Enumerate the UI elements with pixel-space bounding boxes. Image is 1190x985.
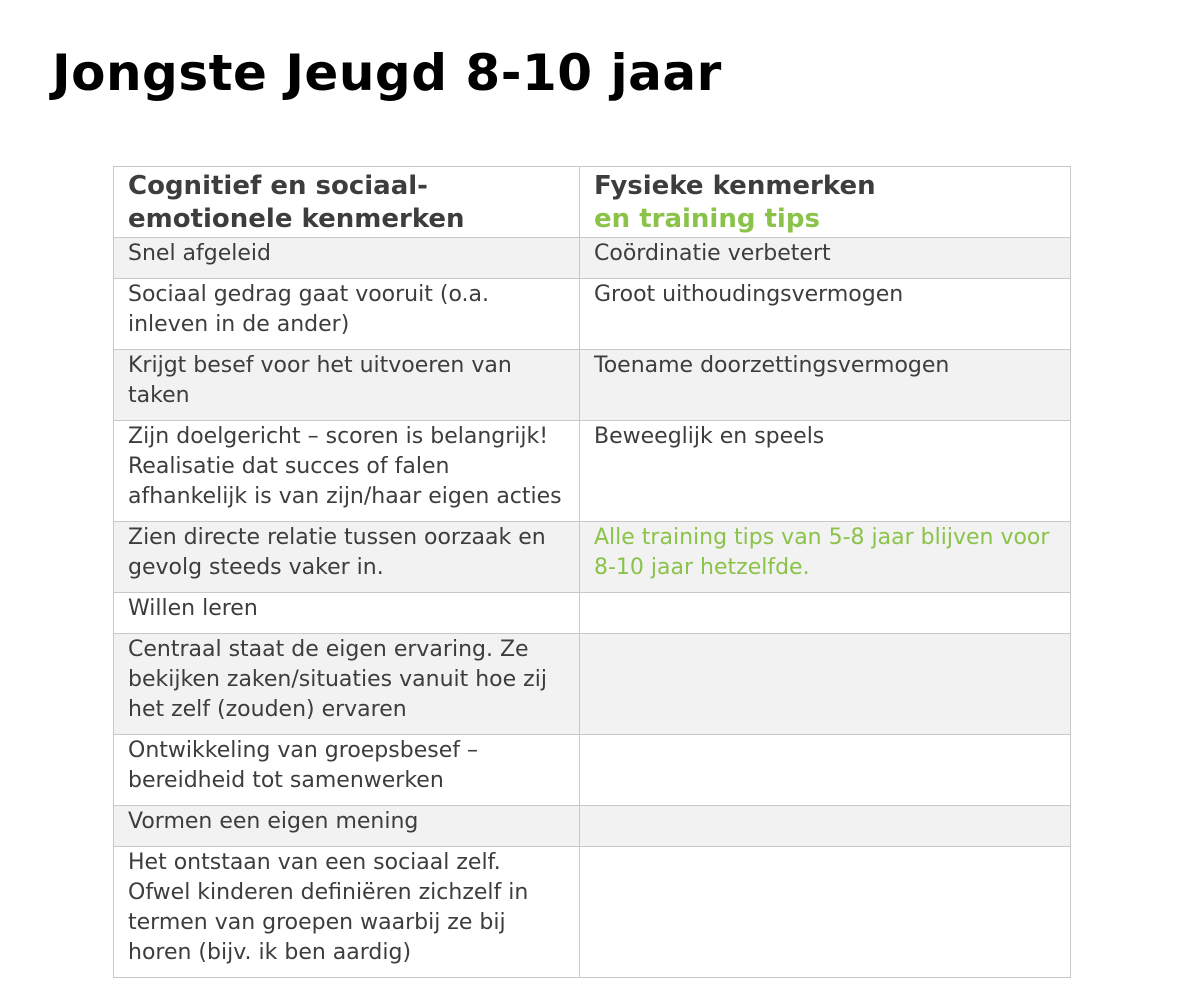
table-body xyxy=(114,238,1071,978)
physical-cell: Groot uithoudingsvermogen xyxy=(580,279,1071,350)
table-row xyxy=(114,350,1071,421)
cognitive-cell: Het ontstaan van een sociaal zelf. Ofwel kinderen definiëren zichzelf in termen van groepen waarbij ze bij horen (bijv. ik ben aardig) xyxy=(114,847,580,978)
physical-cell xyxy=(580,593,1071,634)
physical-cell: Beweeglijk en speels xyxy=(580,421,1071,522)
cognitive-cell: Zijn doelgericht – scoren is belangrijk! Realisatie dat succes of falen afhankelijk is van zijn/haar eigen acties xyxy=(114,421,580,522)
characteristics-table xyxy=(113,166,1071,978)
cognitive-cell: Snel afgeleid xyxy=(114,238,580,279)
header-physical xyxy=(580,167,1071,238)
cognitive-cell: Sociaal gedrag gaat vooruit (o.a. inleven in de ander) xyxy=(114,279,580,350)
header-training-tips: en training tips xyxy=(594,204,820,234)
cognitive-cell: Ontwikkeling van groepsbesef – bereidheid tot samenwerken xyxy=(114,735,580,806)
table-row xyxy=(114,593,1071,634)
table-row xyxy=(114,806,1071,847)
header-cognitive-line1: Cognitief en sociaal- xyxy=(128,171,428,201)
header-cognitive-line2: emotionele kenmerken xyxy=(128,204,465,234)
cognitive-cell: Vormen een eigen mening xyxy=(114,806,580,847)
cognitive-cell: Willen leren xyxy=(114,593,580,634)
physical-cell xyxy=(580,634,1071,735)
cognitive-cell: Zien directe relatie tussen oorzaak en gevolg steeds vaker in. xyxy=(114,522,580,593)
training-tip-cell: Alle training tips van 5-8 jaar blijven voor 8-10 jaar hetzelfde. xyxy=(580,522,1071,593)
cognitive-cell: Centraal staat de eigen ervaring. Ze bekijken zaken/situaties vanuit hoe zij het zelf (zouden) ervaren xyxy=(114,634,580,735)
page-title: Jongste Jeugd 8-10 jaar xyxy=(52,44,722,102)
physical-cell: Coördinatie verbetert xyxy=(580,238,1071,279)
physical-cell xyxy=(580,806,1071,847)
header-physical-line1: Fysieke kenmerken xyxy=(594,171,876,201)
physical-cell xyxy=(580,735,1071,806)
header-cognitive-social xyxy=(114,167,580,238)
physical-cell: Toename doorzettingsvermogen xyxy=(580,350,1071,421)
cognitive-cell: Krijgt besef voor het uitvoeren van taken xyxy=(114,350,580,421)
header-row xyxy=(114,167,1071,238)
table-header xyxy=(114,167,1071,238)
table-row xyxy=(114,279,1071,350)
table-row xyxy=(114,634,1071,735)
table-row xyxy=(114,522,1071,593)
table-row xyxy=(114,238,1071,279)
physical-cell xyxy=(580,847,1071,978)
table-row xyxy=(114,735,1071,806)
table-row xyxy=(114,847,1071,978)
table-row xyxy=(114,421,1071,522)
